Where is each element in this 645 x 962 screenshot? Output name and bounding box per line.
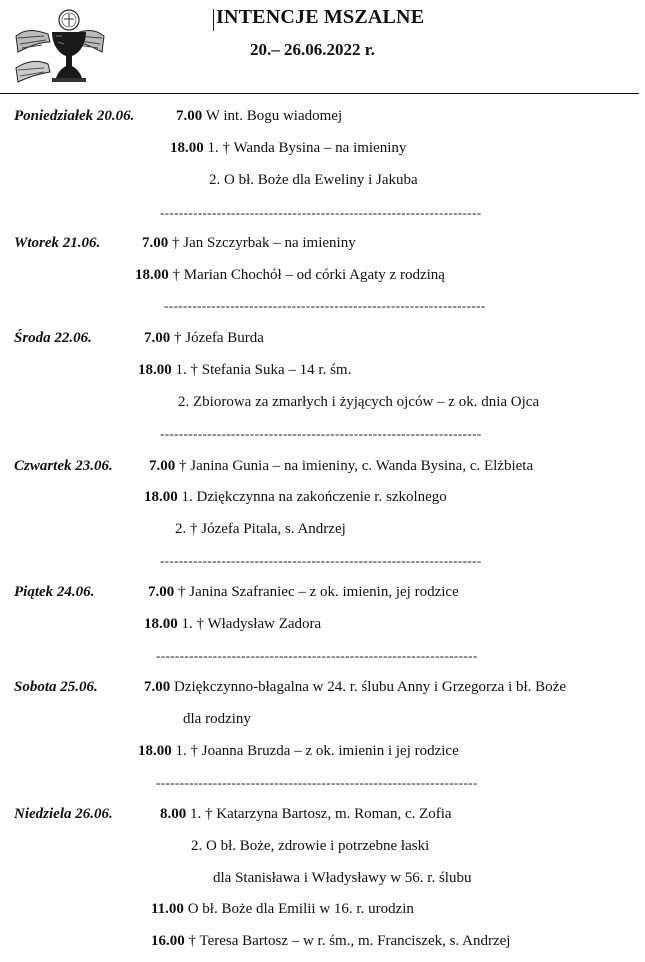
mass-entry bbox=[135, 266, 445, 284]
mass-intention: † Janina Gunia – na imieniny, c. Wanda Bysina, c. Elżbieta bbox=[179, 458, 534, 474]
mass-time: 18.00 bbox=[138, 362, 172, 378]
day-label: Czwartek 23.06. bbox=[14, 458, 113, 474]
mass-entry bbox=[144, 678, 566, 696]
mass-intention: 1. † Katarzyna Bartosz, m. Roman, c. Zofia bbox=[190, 806, 452, 822]
mass-intention: 1. Dziękczynna na zakończenie r. szkolnego bbox=[181, 489, 447, 505]
day-label: Środa 22.06. bbox=[14, 330, 92, 346]
mass-entry bbox=[148, 583, 459, 601]
mass-time: 18.00 bbox=[135, 267, 169, 283]
mass-intention: 1. † Stefania Suka – 14 r. śm. bbox=[175, 362, 352, 378]
mass-time: 7.00 bbox=[144, 330, 171, 346]
mass-intention: W int. Bogu wiadomej bbox=[205, 108, 343, 124]
mass-intention: 2. Zbiorowa za zmarłych i żyjących ojców – z ok. dnia Ojca bbox=[178, 394, 540, 410]
mass-entry bbox=[151, 900, 414, 918]
mass-time: 7.00 bbox=[144, 679, 171, 695]
mass-intention: † Janina Szafraniec – z ok. imienin, jej rodzice bbox=[178, 584, 459, 600]
mass-intention: 1. † Władysław Zadora bbox=[181, 616, 322, 632]
mass-intention: † Marian Chochół – od córki Agaty z rodziną bbox=[172, 267, 445, 283]
mass-entry bbox=[176, 107, 342, 125]
page-title: INTENCJE MSZALNE bbox=[216, 6, 425, 28]
mass-time: 16.00 bbox=[151, 933, 185, 949]
day-label: Wtorek 21.06. bbox=[14, 235, 101, 251]
mass-intention: † Jan Szczyrbak – na imieniny bbox=[172, 235, 356, 251]
mass-entry bbox=[138, 742, 459, 760]
mass-time: 18.00 bbox=[138, 743, 172, 759]
date-range: 20.– 26.06.2022 r. bbox=[250, 40, 375, 59]
mass-entry bbox=[144, 615, 321, 633]
mass-time: 11.00 bbox=[151, 901, 184, 917]
mass-time: 18.00 bbox=[144, 489, 178, 505]
mass-time: 18.00 bbox=[170, 140, 204, 156]
mass-intention: 2. O bł. Boże, zdrowie i potrzebne łaski bbox=[191, 838, 430, 854]
mass-entry bbox=[149, 457, 533, 475]
day-separator: -------------------------------------------------------------------- bbox=[156, 775, 478, 790]
mass-time: 7.00 bbox=[176, 108, 203, 124]
mass-entry bbox=[170, 139, 406, 157]
text-cursor bbox=[213, 9, 214, 31]
day-separator: -------------------------------------------------------------------- bbox=[156, 648, 478, 663]
mass-intention: 2. † Józefa Pitala, s. Andrzej bbox=[175, 521, 346, 537]
mass-entry bbox=[151, 932, 510, 950]
mass-entry bbox=[138, 361, 351, 379]
mass-time: 18.00 bbox=[144, 616, 178, 632]
mass-time: 7.00 bbox=[149, 458, 176, 474]
mass-intention: 1. † Joanna Bruzda – z ok. imienin i jej rodzice bbox=[175, 743, 459, 759]
day-separator: -------------------------------------------------------------------- bbox=[164, 298, 486, 313]
day-label: Piątek 24.06. bbox=[14, 584, 95, 600]
day-label: Sobota 25.06. bbox=[14, 679, 98, 695]
mass-intention: dla Stanisława i Władysławy w 56. r. ślubu bbox=[213, 870, 472, 886]
day-label: Poniedziałek 20.06. bbox=[14, 108, 135, 124]
header-divider bbox=[0, 93, 639, 94]
mass-entry bbox=[144, 329, 264, 347]
mass-intention: 2. O bł. Boże dla Eweliny i Jakuba bbox=[209, 172, 418, 188]
mass-intention: 1. † Wanda Bysina – na imieniny bbox=[207, 140, 407, 156]
day-separator: -------------------------------------------------------------------- bbox=[160, 205, 482, 220]
mass-intention: O bł. Boże dla Emilii w 16. r. urodzin bbox=[187, 901, 414, 917]
mass-entry bbox=[144, 488, 447, 506]
mass-time: 7.00 bbox=[142, 235, 169, 251]
mass-intention: † Teresa Bartosz – w r. śm., m. Franciszek, s. Andrzej bbox=[188, 933, 511, 949]
mass-intention: dla rodziny bbox=[183, 711, 251, 727]
day-label: Niedziela 26.06. bbox=[14, 806, 113, 822]
mass-entry bbox=[160, 805, 452, 823]
mass-time: 7.00 bbox=[148, 584, 175, 600]
day-separator: -------------------------------------------------------------------- bbox=[160, 553, 482, 568]
mass-intention: † Józefa Burda bbox=[174, 330, 264, 346]
day-separator: -------------------------------------------------------------------- bbox=[160, 426, 482, 441]
mass-time: 8.00 bbox=[160, 806, 187, 822]
mass-entry bbox=[142, 234, 356, 252]
mass-intention: Dziękczynno-błagalna w 24. r. ślubu Anny i Grzegorza i bł. Boże bbox=[174, 679, 566, 695]
chalice-host-icon bbox=[14, 8, 106, 88]
